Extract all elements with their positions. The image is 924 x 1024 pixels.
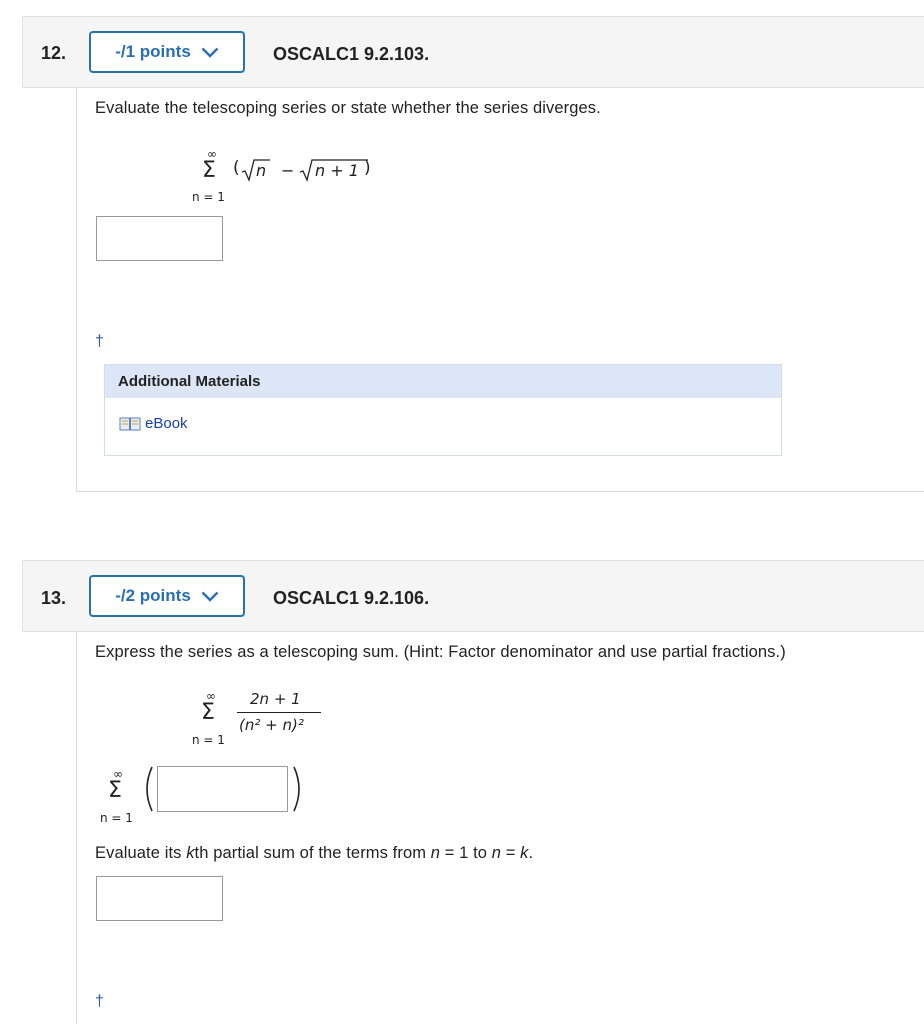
- question-number: 12.: [41, 43, 67, 63]
- chevron-down-icon: [201, 47, 219, 58]
- question-prompt: Express the series as a telescoping sum. (Hint: Factor denominator and use partial fractions.): [95, 643, 786, 661]
- sigma-symbol: Σ: [201, 700, 215, 725]
- ebook-label: eBook: [145, 415, 188, 432]
- points-label: -/2 points: [115, 586, 191, 605]
- question-12-header: [22, 16, 924, 88]
- right-paren: [292, 765, 306, 813]
- sum-lower-limit: n = 1: [192, 190, 225, 204]
- fraction-bar: [237, 712, 321, 713]
- variable-n: n: [430, 844, 441, 862]
- prompt-text: =: [501, 844, 521, 862]
- prompt-text: Evaluate its: [95, 844, 187, 862]
- dagger-marker: †: [95, 993, 104, 1010]
- left-paren: [140, 765, 154, 813]
- radicand-n: n: [256, 161, 267, 180]
- question-13-body: [76, 632, 924, 1024]
- sigma-symbol: Σ: [108, 778, 122, 803]
- chevron-down-icon: [201, 591, 219, 602]
- variable-k: k: [520, 844, 529, 862]
- sigma-symbol: Σ: [202, 158, 216, 183]
- fraction-numerator: 2n + 1: [250, 690, 301, 708]
- open-paren: (: [233, 158, 240, 178]
- prompt-text: = 1 to: [440, 844, 492, 862]
- fraction-denominator: (n² + n)²: [239, 716, 304, 734]
- question-prompt: Evaluate the telescoping series or state whether the series diverges.: [95, 99, 601, 117]
- question-code: OSCALC1 9.2.106.: [273, 588, 430, 608]
- sum-lower-limit: n = 1: [100, 811, 133, 825]
- points-dropdown-button[interactable]: [89, 575, 245, 617]
- sum-upper-limit: ∞: [206, 689, 216, 703]
- points-label: -/1 points: [115, 42, 191, 61]
- additional-materials-title: Additional Materials: [105, 365, 781, 398]
- prompt-text: .: [528, 844, 534, 862]
- question-13-header: [22, 560, 924, 632]
- radicand-n-plus-1: n + 1: [315, 161, 359, 180]
- dagger-marker: †: [95, 333, 104, 350]
- additional-materials-panel: [104, 364, 782, 456]
- variable-n: n: [491, 844, 502, 862]
- points-dropdown-button[interactable]: [89, 31, 245, 73]
- sum-upper-limit: ∞: [207, 147, 217, 161]
- ebook-link[interactable]: [119, 415, 188, 432]
- partial-sum-input[interactable]: [96, 876, 223, 921]
- book-icon: [119, 416, 141, 432]
- telescoping-term-input[interactable]: [157, 766, 288, 812]
- close-paren: ): [364, 158, 371, 178]
- partial-sum-prompt: [95, 844, 533, 863]
- minus-sign: −: [281, 161, 295, 180]
- question-code: OSCALC1 9.2.103.: [273, 44, 430, 64]
- question-number: 13.: [41, 588, 67, 608]
- answer-input[interactable]: [96, 216, 223, 261]
- prompt-text: th partial sum of the terms from: [194, 844, 431, 862]
- variable-k: k: [186, 844, 195, 862]
- sum-upper-limit: ∞: [113, 767, 123, 781]
- sum-lower-limit: n = 1: [192, 733, 225, 747]
